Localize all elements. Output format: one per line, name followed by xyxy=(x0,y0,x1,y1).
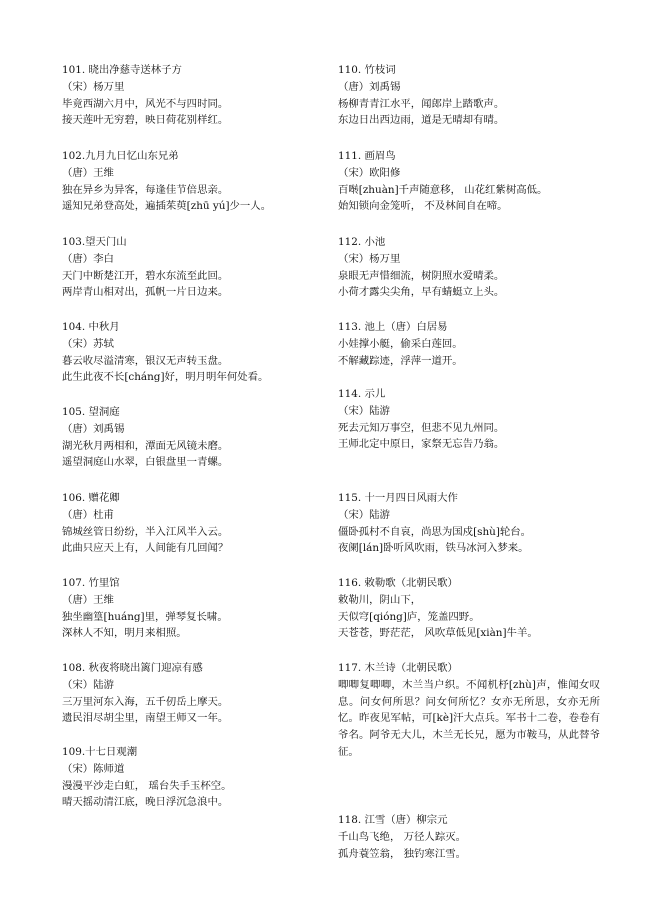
poem-line: 此曲只应天上有，人间能有几回闻？ xyxy=(62,542,229,555)
poem-line: 深林人不知，明月来相照。 xyxy=(62,627,187,640)
poem-105 xyxy=(62,404,228,471)
poem-line: 遗民泪尽胡尘里，南望王师又一年。 xyxy=(62,712,229,725)
poem-line: 小荷才露尖尖角，早有蜻蜓立上头。 xyxy=(338,286,505,299)
poem-title: 112. 小池 xyxy=(338,236,386,248)
poem-body: 唧唧复唧唧，木兰当户织。不闻机杼[zhù]声，惟闻女叹息。问女何所思？问女何所忆？女亦无所思，女亦无所忆。昨夜见军帖，可[kè]汗大点兵。军书十二卷，卷卷有爷名。阿爷无大儿，木兰无长兄，愿为市鞍马，从此替爷征。 xyxy=(338,678,600,758)
poem-102 xyxy=(62,148,271,215)
poem-109 xyxy=(62,744,232,811)
poem-108 xyxy=(62,660,228,727)
poem-line: 漫漫平沙走白虹， 瑶台失手玉杯空。 xyxy=(62,779,232,792)
poem-title: 102.九月九日忆山东兄弟 xyxy=(62,150,179,162)
poem-author: （唐）李白 xyxy=(62,252,114,265)
poem-112 xyxy=(338,234,504,301)
poem-line: 独在异乡为异客，每逢佳节倍思亲。 xyxy=(62,183,229,196)
poem-author: （唐）王维 xyxy=(62,593,114,606)
poem-line: 百啭[zhuàn]千声随意移， 山花红紫树高低。 xyxy=(338,183,548,196)
poem-author: （宋）杨万里 xyxy=(62,80,125,93)
poem-line: 接天莲叶无穷碧，映日荷花别样红。 xyxy=(62,114,229,127)
poem-107 xyxy=(62,575,228,642)
poem-title: 103.望天门山 xyxy=(62,236,127,248)
poem-103 xyxy=(62,234,228,301)
poem-title: 118. 江雪（唐）柳宗元 xyxy=(338,814,448,826)
poem-title: 111. 画眉鸟 xyxy=(338,150,396,162)
poem-line: 不解藏踪迹，浮萍一道开。 xyxy=(338,354,463,367)
poem-title: 108. 秋夜将晓出篱门迎凉有感 xyxy=(62,662,203,674)
poem-line: 湖光秋月两相和，潭面无风镜未磨。 xyxy=(62,439,229,452)
poem-title: 101. 晓出净慈寺送林子方 xyxy=(62,64,182,76)
poem-line: 此生此夜不长[cháng]好，明月明年何处看。 xyxy=(62,371,269,384)
poem-line: 千山鸟飞绝， 万径人踪灭。 xyxy=(338,830,466,843)
poem-author: （宋）欧阳修 xyxy=(338,166,401,179)
poem-author: （唐）刘禹锡 xyxy=(338,80,401,93)
poem-title: 104. 中秋月 xyxy=(62,321,120,333)
poem-line: 天门中断楚江开，碧水东流至此回。 xyxy=(62,269,229,282)
poem-line: 泉眼无声惜细流，树阴照水爱晴柔。 xyxy=(338,269,505,282)
poem-title: 107. 竹里馆 xyxy=(62,577,120,589)
poem-line: 天似穹[qióng]庐，笼盖四野。 xyxy=(338,610,480,623)
poem-line: 毕竟西湖六月中，风光不与四时同。 xyxy=(62,97,229,110)
poem-118 xyxy=(338,812,466,862)
poem-author: （宋）陆游 xyxy=(62,678,114,691)
poem-author: （宋）杨万里 xyxy=(338,252,401,265)
poem-113 xyxy=(338,319,463,369)
poem-line: 天苍苍，野茫茫， 风吹草低见[xiàn]牛羊。 xyxy=(338,627,538,640)
poem-author: （唐）王维 xyxy=(62,166,114,179)
poem-author: （宋）苏轼 xyxy=(62,337,114,350)
poem-line: 两岸青山相对出，孤帆一片日边来。 xyxy=(62,286,229,299)
poem-110 xyxy=(338,62,504,129)
poem-line: 孤舟蓑笠翁， 独钓寒江雪。 xyxy=(338,847,466,860)
poem-line: 僵卧孤村不自哀，尚思为国戍[shù]轮台。 xyxy=(338,525,532,538)
poem-line: 锦城丝管日纷纷，半入江风半入云。 xyxy=(62,525,229,538)
poem-author: （唐）杜甫 xyxy=(62,508,114,521)
poem-101 xyxy=(62,62,228,129)
poem-111 xyxy=(338,148,547,215)
poem-line: 晴天摇动清江底，晚日浮沉急浪中。 xyxy=(62,796,229,809)
poem-title: 109.十七日观潮 xyxy=(62,746,138,758)
poem-author: （宋）陈师道 xyxy=(62,762,125,775)
poem-line: 夜阑[lán]卧听风吹雨，铁马冰河入梦来。 xyxy=(338,542,529,555)
poem-author: （唐）刘禹锡 xyxy=(62,422,125,435)
poem-title: 106. 赠花卿 xyxy=(62,492,120,504)
poem-title: 114. 示儿 xyxy=(338,388,386,400)
poem-116 xyxy=(338,575,538,642)
poem-title: 110. 竹枝词 xyxy=(338,64,396,76)
poem-title: 117. 木兰诗（北朝民歌） xyxy=(338,662,458,674)
poem-114 xyxy=(338,386,504,453)
poem-line: 东边日出西边雨，道是无晴却有晴。 xyxy=(338,114,505,127)
poem-line: 死去元知万事空，但悲不见九州同。 xyxy=(338,421,505,434)
poem-line: 暮云收尽溢清寒，银汉无声转玉盘。 xyxy=(62,354,229,367)
poem-line: 始知锁向金笼听， 不及林间自在啼。 xyxy=(338,200,508,213)
poem-line: 王师北定中原日，家祭无忘告乃翁。 xyxy=(338,438,505,451)
poem-title: 115. 十一月四日风雨大作 xyxy=(338,492,458,504)
poem-104 xyxy=(62,319,268,386)
poem-106 xyxy=(62,490,228,557)
poem-author: （宋）陆游 xyxy=(338,404,390,417)
poem-line: 遥望洞庭山水翠，白银盘里一青螺。 xyxy=(62,456,229,469)
poem-title: 113. 池上（唐）白居易 xyxy=(338,321,448,333)
poem-line: 小娃撑小艇，偷采白莲回。 xyxy=(338,337,463,350)
poem-line: 独坐幽篁[huáng]里，弹琴复长啸。 xyxy=(62,610,228,623)
poem-line: 遥知兄弟登高处，遍插茱萸[zhū yú]少一人。 xyxy=(62,200,272,213)
poem-line: 三万里河东入海，五千仞岳上摩天。 xyxy=(62,695,229,708)
poem-line: 敕勒川，阴山下， xyxy=(338,593,422,606)
poem-115 xyxy=(338,490,531,557)
poem-author: （宋）陆游 xyxy=(338,508,390,521)
poem-117 xyxy=(338,660,600,761)
poem-line: 杨柳青青江水平，闻郎岸上踏歌声。 xyxy=(338,97,505,110)
poem-title: 116. 敕勒歌（北朝民歌） xyxy=(338,577,458,589)
poem-title: 105. 望洞庭 xyxy=(62,406,120,418)
